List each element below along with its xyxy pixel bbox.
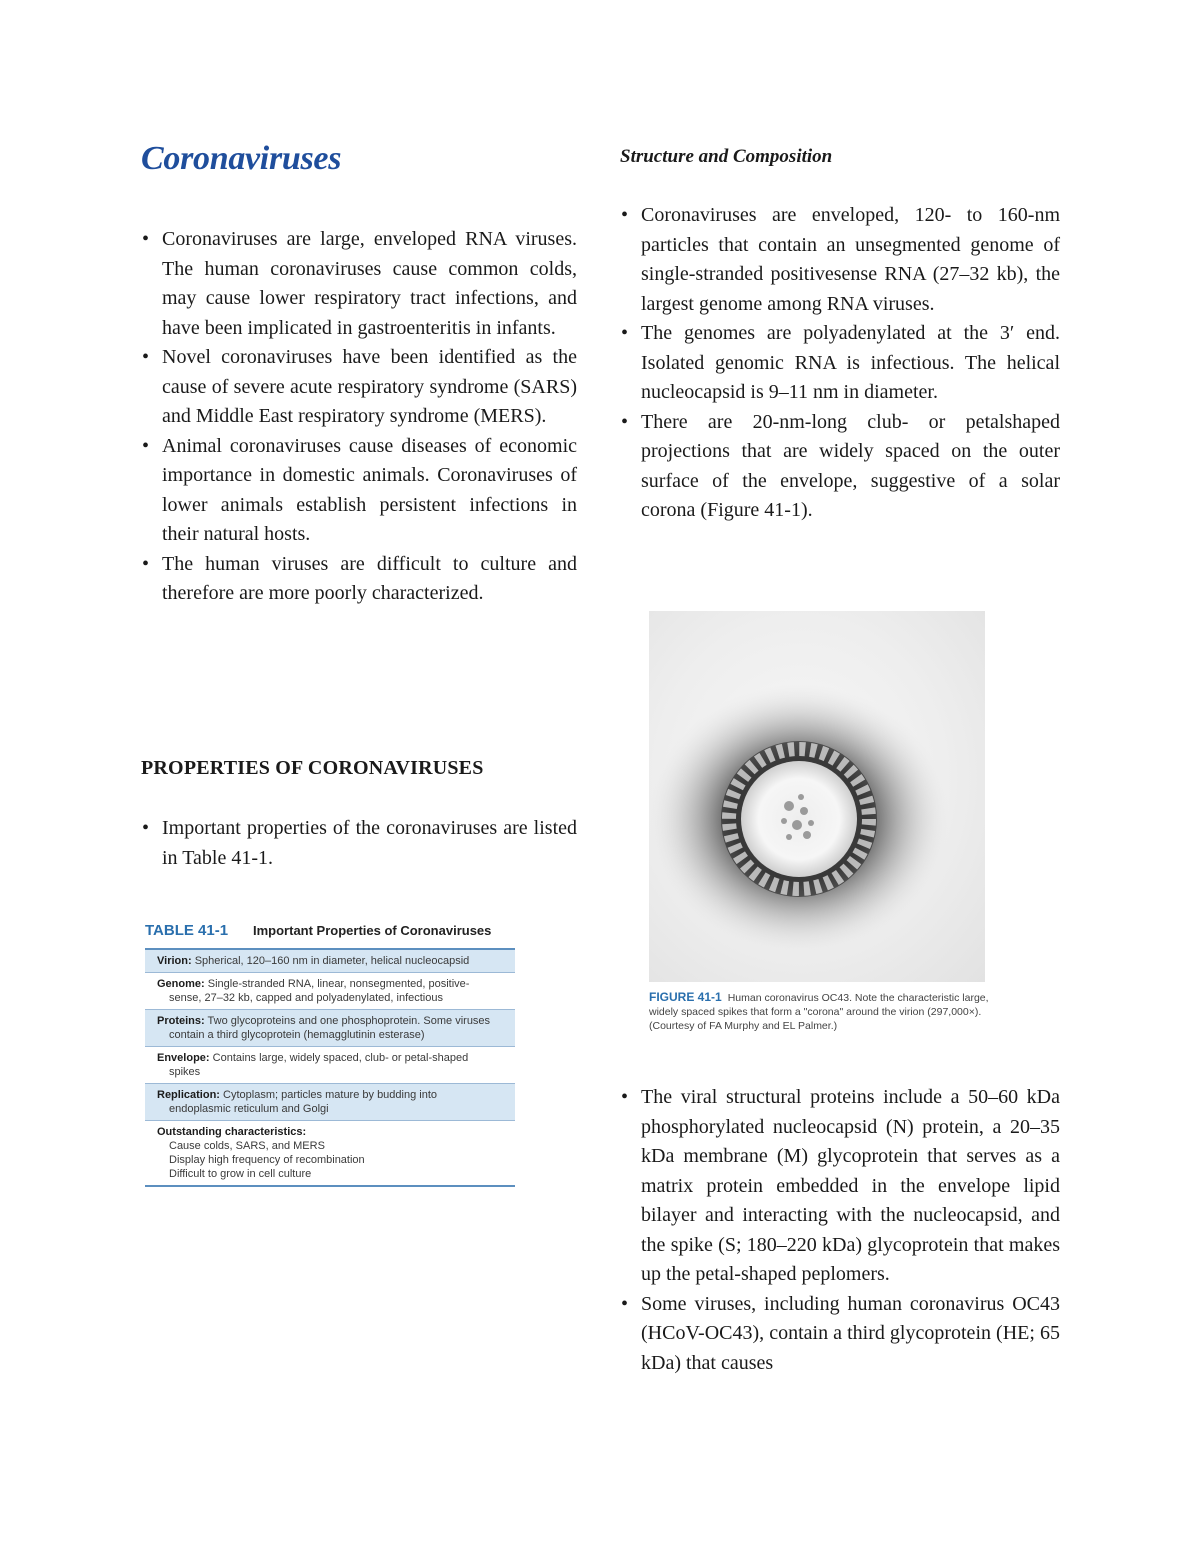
list-item: • The genomes are polyadenylated at the 3′ end. Isolated genomic RNA is infectious. The helical nucleocapsid is 9–11 nm in diameter. xyxy=(620,319,1060,408)
table-row-text: Cytoplasm; particles mature by budding into xyxy=(223,1089,438,1101)
list-item: • Some viruses, including human coronavirus OC43 (HCoV-OC43), contain a third glycoprotein (HE; 65 kDa) that causes xyxy=(620,1290,1060,1379)
table-row-label: Virion: xyxy=(157,955,192,967)
table-row-continuation: sense, 27–32 kb, capped and polyadenylated, infectious xyxy=(169,992,443,1004)
table-row-continuation: spikes xyxy=(169,1066,201,1078)
table-row-item: Cause colds, SARS, and MERS xyxy=(169,1140,325,1152)
page-title: Coronaviruses xyxy=(141,140,342,177)
table-row xyxy=(145,950,515,973)
list-item: • There are 20-nm-long club- or petalshaped projections that are widely spaced on the outer surface of the envelope, suggestive of a solar corona (Figure 41-1). xyxy=(620,408,1060,526)
coronavirus-micrograph xyxy=(649,611,985,982)
table-row xyxy=(145,973,515,1010)
table-row-text: Two glycoproteins and one phosphoprotein. Some viruses xyxy=(207,1015,491,1027)
list-item: • Coronaviruses are enveloped, 120- to 160-nm particles that contain an unsegmented genome of single-stranded positivesense RNA (27–32 kb), the largest genome among RNA viruses. xyxy=(620,201,1060,319)
table-row xyxy=(145,1084,515,1121)
list-item: • The viral structural proteins include a 50–60 kDa phosphorylated nucleocapsid (N) protein, a 20–35 kDa membrane (M) glycoprotein that serves as a matrix protein embedded in the envelope lipid bilayer and interacting with the nucleocapsid, and the spike (S; 180–220 kDa) glycoprotein that makes up the petal-shaped peplomers. xyxy=(620,1083,1060,1290)
table-row xyxy=(145,1047,515,1084)
table-title: Important Properties of Coronaviruses xyxy=(253,923,492,938)
virion-drawing xyxy=(649,611,985,982)
table-row-text: Spherical, 120–160 nm in diameter, helical nucleocapsid xyxy=(194,955,470,967)
proteins-bullet-list xyxy=(620,1083,1060,1378)
table-row-label: Replication: xyxy=(157,1089,220,1101)
list-item: • Important properties of the coronaviruses are listed in Table 41-1. xyxy=(141,814,577,873)
list-item: • Novel coronaviruses have been identified as the cause of severe acute respiratory syndrome (SARS) and Middle East respiratory syndrome (MERS). xyxy=(141,343,577,432)
list-item: • The human viruses are difficult to culture and therefore are more poorly characterized. xyxy=(141,550,577,609)
table-row xyxy=(145,1121,515,1187)
structure-bullet-list xyxy=(620,201,1060,526)
table-row-label: Proteins: xyxy=(157,1015,205,1027)
properties-table xyxy=(145,922,515,1187)
list-item: • Animal coronaviruses cause diseases of economic importance in domestic animals. Coronaviruses of lower animals establish persistent infections in their natural hosts. xyxy=(141,432,577,550)
section-subheading: Structure and Composition xyxy=(620,146,833,167)
table-row-continuation: contain a third glycoprotein (hemagglutinin esterase) xyxy=(169,1029,425,1041)
figure-caption-text: Human coronavirus OC43. Note the characteristic large, widely spaced spikes that form a "corona" around the virion (297,000×). (Courtesy of FA Murphy and EL Palmer.) xyxy=(649,992,989,1032)
table-row-item: Display high frequency of recombination xyxy=(169,1154,365,1166)
table-row-text: Single-stranded RNA, linear, nonsegmented, positive- xyxy=(207,978,470,990)
intro-bullet-list xyxy=(141,225,577,609)
table-row-label: Envelope: xyxy=(157,1052,210,1064)
properties-bullet-list xyxy=(141,814,577,873)
properties-heading: PROPERTIES OF CORONAVIRUSES xyxy=(141,757,484,779)
table-row-label: Genome: xyxy=(157,978,205,990)
table-row-item: Difficult to grow in cell culture xyxy=(169,1168,312,1180)
figure-caption xyxy=(649,990,989,1033)
table-row-continuation: endoplasmic reticulum and Golgi xyxy=(169,1103,329,1115)
list-item: • Coronaviruses are large, enveloped RNA viruses. The human coronaviruses cause common colds, may cause lower respiratory tract infections, and have been implicated in gastroenteritis in infants. xyxy=(141,225,577,343)
figure-number: FIGURE 41-1 xyxy=(649,990,722,1004)
table-row xyxy=(145,1010,515,1047)
table-row-label: Outstanding characteristics: xyxy=(157,1126,307,1138)
table-header xyxy=(145,922,515,950)
table-number: TABLE 41-1 xyxy=(145,922,229,939)
table-row-text: Contains large, widely spaced, club- or petal-shaped xyxy=(212,1052,469,1064)
